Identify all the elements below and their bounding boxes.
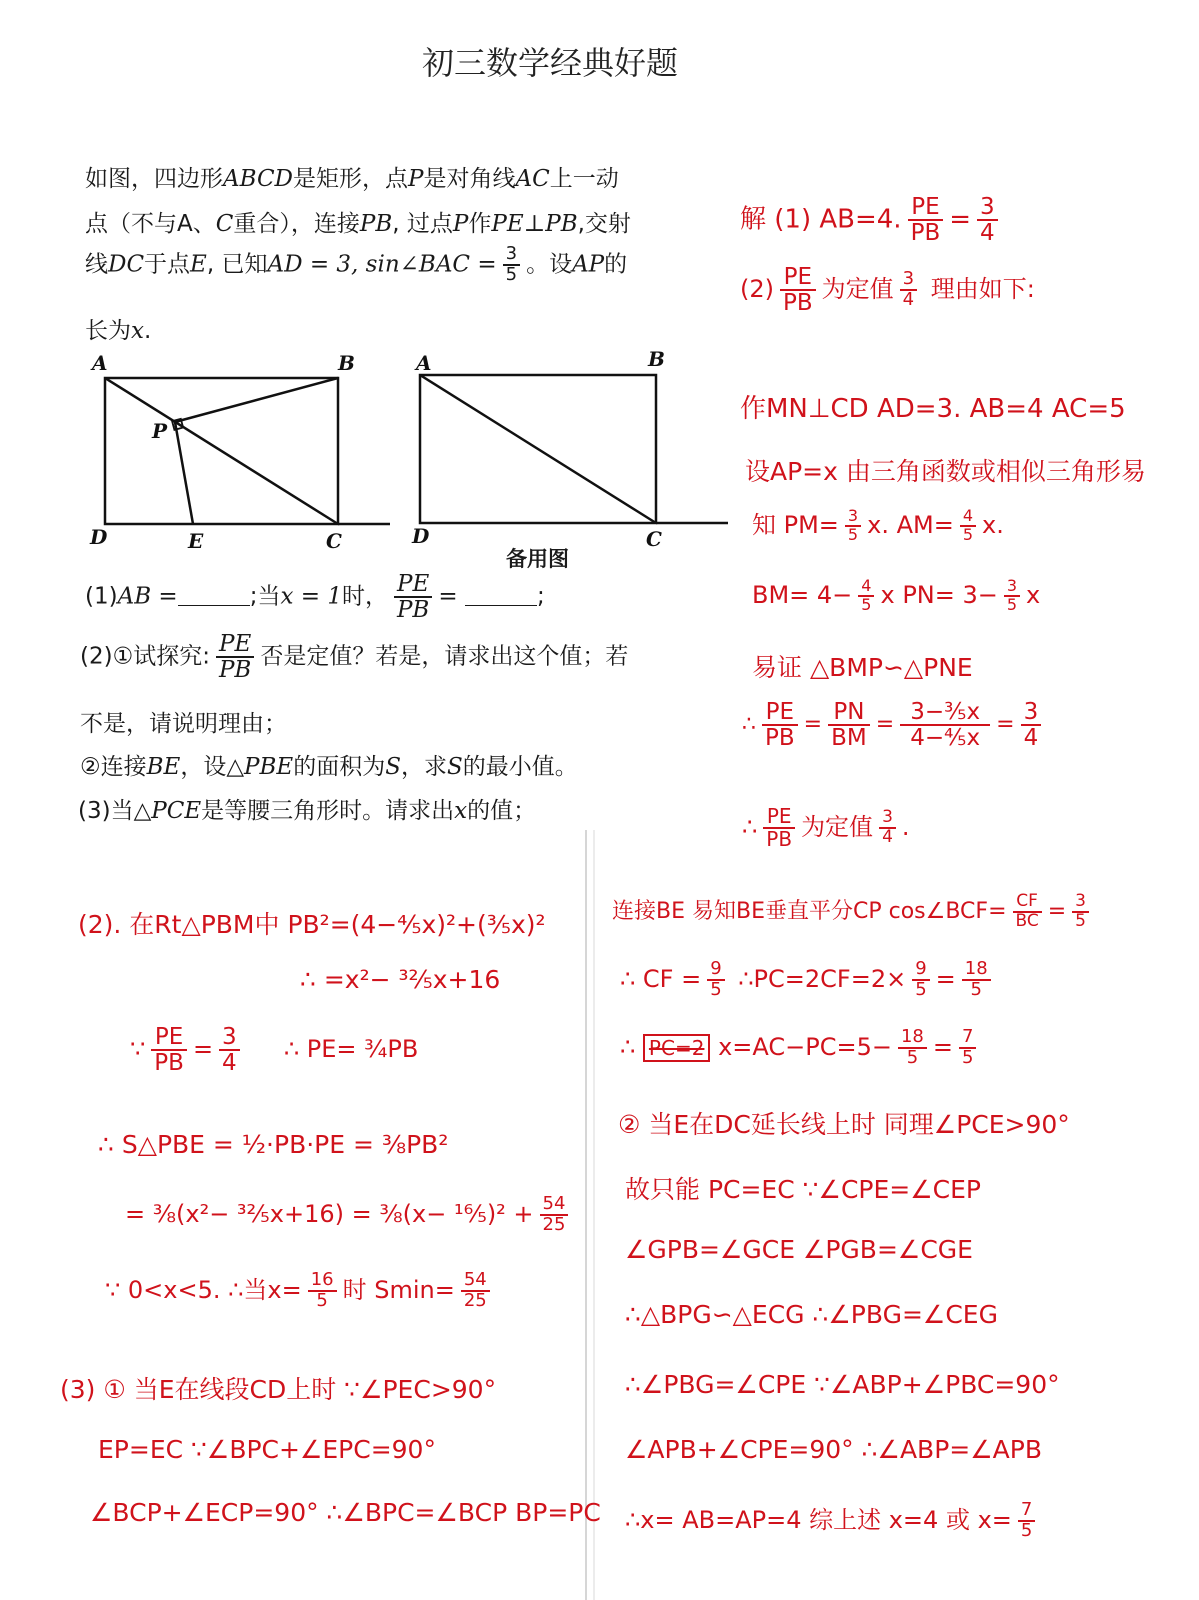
text: 点（不与A、 — [85, 211, 216, 237]
problem-line-1 — [85, 160, 619, 193]
denominator: 5 — [1020, 1520, 1033, 1541]
denominator: 5 — [505, 263, 518, 285]
text: = ⅜(x²− ³²⁄₅x+16) = ⅜(x− ¹⁶⁄₅)² + — [125, 1199, 534, 1228]
math-x-eq-1: x = 1 — [280, 583, 342, 610]
solution-l5 — [125, 1195, 574, 1235]
solution-b3 — [620, 1028, 982, 1068]
solution-l7: (3) ① 当E在线段CD上时 ∵∠PEC>90° — [60, 1375, 497, 1404]
numerator: 18 — [898, 1028, 927, 1049]
text: 为定值 — [821, 275, 894, 304]
math-ac: AC — [515, 166, 550, 192]
question-2 — [80, 632, 628, 682]
text: 为定值 — [801, 813, 874, 841]
math-ad-sin: AD = 3, sin∠BAC = — [267, 251, 497, 278]
math-p: P — [452, 211, 469, 237]
text: ∴ — [742, 712, 756, 738]
numerator: PE — [908, 195, 944, 221]
crossed-out-box: PC=2 — [643, 1034, 711, 1062]
text: ; — [536, 583, 545, 610]
text: (3)当 — [78, 798, 134, 824]
text: ∴ CF = — [620, 964, 702, 993]
solution-l3 — [130, 1025, 418, 1075]
denominator: PB — [396, 597, 430, 624]
label-a-backup: A — [416, 351, 432, 375]
text: 是对角线 — [423, 166, 516, 192]
denominator: 5 — [970, 978, 982, 1000]
math-s: S — [446, 754, 463, 780]
text: 的值； — [467, 798, 537, 824]
solution-r8 — [742, 700, 1047, 750]
denominator: 5 — [906, 1046, 919, 1068]
text: . — [901, 813, 910, 841]
text: 是等腰三角形时。请求出 — [201, 798, 455, 824]
numerator: 54 — [540, 1195, 569, 1216]
fraction — [908, 195, 944, 245]
fraction — [1004, 578, 1020, 614]
text: 是矩形，点 — [292, 166, 408, 192]
solution-l2: ∴ =x²− ³²⁄₅x+16 — [300, 965, 501, 994]
denominator: PB — [765, 725, 795, 752]
numerator: 3 — [1021, 700, 1042, 726]
math-ap: AP — [572, 251, 605, 278]
denominator: 5 — [1006, 594, 1018, 614]
math-triangle-pce: △PCE — [133, 798, 202, 824]
math-ab: AB = — [117, 583, 178, 610]
math-pe-perp-pb: PE⊥PB — [491, 211, 578, 237]
math-p: P — [407, 166, 424, 192]
numerator: 3−⅗x — [900, 700, 990, 726]
text: 的最小值。 — [462, 754, 578, 780]
fraction — [900, 270, 917, 310]
text: ②连接 — [80, 754, 147, 780]
fraction — [858, 578, 874, 614]
text: 的 — [604, 251, 628, 278]
fraction — [959, 1028, 976, 1068]
numerator: 3 — [219, 1025, 240, 1051]
solution-b8: ∴∠PBG=∠CPE ∵∠ABP+∠PBC=90° — [625, 1370, 1060, 1399]
numerator: 9 — [707, 960, 724, 981]
text: ∴x= AB=AP=4 综上述 x=4 或 x= — [625, 1506, 1012, 1534]
numerator: 9 — [912, 960, 929, 981]
text: 上一动 — [549, 166, 619, 192]
numerator: 3 — [1004, 578, 1020, 597]
fraction — [762, 700, 798, 750]
math-x: x — [131, 318, 144, 344]
numerator: PE — [394, 572, 432, 598]
denominator: 4 — [980, 220, 995, 247]
text: = — [949, 204, 972, 235]
solution-r3: 作MN⊥CD AD=3. AB=4 AC=5 — [740, 394, 1126, 424]
text: 。设 — [526, 251, 573, 278]
text: ;当 — [249, 583, 281, 610]
diagonal-ac — [105, 378, 338, 524]
fraction — [707, 960, 724, 1000]
text: ，求 — [400, 754, 447, 780]
fraction — [1018, 1501, 1035, 1541]
solution-r2 — [740, 265, 1035, 315]
numerator: 18 — [962, 960, 991, 981]
numerator: 4 — [858, 578, 874, 597]
solution-b10 — [625, 1500, 1041, 1541]
text: = — [1047, 898, 1067, 924]
text: , 已知 — [206, 251, 268, 278]
fraction — [308, 1271, 337, 1311]
denominator: PB — [218, 657, 252, 684]
text: ∴ — [742, 813, 758, 841]
denominator: 5 — [962, 1046, 974, 1068]
numerator: 7 — [959, 1028, 976, 1049]
fraction — [898, 1028, 927, 1068]
page-divider — [578, 830, 608, 1600]
math-abcd: ABCD — [223, 166, 293, 192]
denominator: 4 — [902, 289, 915, 311]
question-2-line-2: 不是，请说明理由； — [80, 711, 287, 737]
text: ∴ — [620, 1032, 636, 1061]
page-title: 初三数学经典好题 — [421, 44, 678, 82]
numerator: 3 — [879, 809, 896, 829]
fraction — [461, 1271, 490, 1311]
text: , 过点 — [392, 211, 453, 237]
text: 的面积为 — [293, 754, 386, 780]
solution-l6 — [105, 1270, 496, 1311]
text: 线 — [85, 251, 108, 278]
denominator: 4 — [882, 827, 893, 847]
solution-b1 — [612, 893, 1095, 931]
text: 长为 — [85, 318, 131, 344]
text: 解 (1) AB=4. — [740, 204, 902, 235]
math-dc: DC — [108, 251, 145, 278]
fraction — [1072, 893, 1089, 931]
numerator: 7 — [1018, 1501, 1035, 1522]
diagonal-backup — [420, 375, 656, 523]
solution-r6 — [752, 578, 1040, 614]
numerator: PE — [762, 700, 798, 726]
question-1 — [85, 572, 545, 622]
text: ，设 — [180, 754, 227, 780]
answer-blank[interactable] — [178, 587, 250, 606]
solution-b7: ∴△BPG∽△ECG ∴∠PBG=∠CEG — [625, 1300, 998, 1329]
math-s: S — [385, 754, 401, 780]
numerator: PN — [828, 700, 870, 726]
text: = — [438, 583, 458, 610]
fraction — [1013, 893, 1042, 931]
denominator: BC — [1015, 910, 1039, 931]
solution-r5 — [752, 505, 1004, 544]
denominator: 25 — [463, 1290, 487, 1311]
numerator: 3 — [900, 270, 917, 291]
numerator: PE — [763, 806, 795, 829]
numerator: 3 — [1072, 893, 1089, 913]
denominator: 25 — [542, 1213, 566, 1235]
fraction — [900, 700, 990, 750]
fraction — [960, 508, 976, 544]
text: 否是定值？若是，请求出这个值；若 — [260, 643, 629, 670]
label-a: A — [92, 351, 108, 375]
solution-l4: ∴ S△PBE = ½·PB·PE = ⅜PB² — [98, 1130, 449, 1159]
question-3 — [78, 792, 536, 825]
math-triangle-pbe: △PBE — [226, 754, 294, 780]
denominator: 5 — [962, 525, 973, 544]
text: = — [996, 712, 1015, 738]
fraction — [912, 960, 929, 1000]
label-c-backup: C — [646, 527, 662, 551]
fraction-pe-pb — [394, 572, 432, 622]
solution-b9: ∠APB+∠CPE=90° ∴∠ABP=∠APB — [625, 1435, 1042, 1464]
solution-r4: 设AP=x 由三角函数或相似三角形易 — [745, 457, 1146, 486]
solution-r7: 易证 △BMP∽△PNE — [752, 653, 973, 682]
fraction — [828, 700, 870, 750]
text: x. AM= — [867, 511, 954, 539]
geometry-figure — [80, 350, 740, 575]
denominator: 5 — [915, 978, 927, 1000]
numerator: PE — [216, 632, 254, 658]
text: ,交射 — [577, 211, 631, 237]
solution-b4: ② 当E在DC延长线上时 同理∠PCE>90° — [618, 1110, 1070, 1139]
fraction — [540, 1195, 569, 1235]
text: ∵ 0<x<5. ∴当x= — [105, 1276, 302, 1304]
text: 时 Smin= — [342, 1276, 455, 1304]
text: 时， — [341, 583, 388, 610]
numerator: PE — [151, 1025, 187, 1051]
solution-l1: (2). 在Rt△PBM中 PB²=(4−⅘x)²+(⅗x)² — [78, 910, 546, 939]
denominator: 4 — [222, 1050, 237, 1077]
fraction — [1021, 700, 1042, 750]
segment-pe — [175, 422, 193, 524]
label-b-backup: B — [648, 350, 665, 371]
text: = — [192, 1035, 214, 1064]
solution-b2 — [620, 960, 997, 1000]
problem-line-4 — [85, 312, 151, 345]
question-2b — [80, 748, 578, 781]
numerator: 4 — [960, 508, 976, 527]
text: x=AC−PC=5− — [718, 1032, 892, 1061]
label-d: D — [90, 525, 108, 549]
text: (2)①试探究: — [80, 643, 210, 670]
text: = — [935, 964, 956, 993]
text: 重合），连接 — [233, 211, 360, 237]
denominator: BM — [831, 725, 867, 752]
text: 理由如下: — [930, 275, 1035, 304]
text: BM= 4− — [752, 580, 853, 609]
numerator: 54 — [461, 1271, 490, 1292]
segment-pb — [175, 378, 338, 422]
fraction — [763, 806, 795, 850]
text: x. — [982, 511, 1004, 539]
numerator: PE — [780, 265, 816, 291]
numerator: 3 — [977, 195, 998, 221]
text: 连接BE 易知BE垂直平分CP cos∠BCF= — [612, 898, 1007, 924]
solution-b5: 故只能 PC=EC ∵∠CPE=∠CEP — [625, 1175, 981, 1204]
denominator: 5 — [710, 978, 722, 1000]
numerator: 16 — [308, 1271, 337, 1292]
denominator: 5 — [847, 525, 859, 544]
numerator: CF — [1013, 893, 1042, 913]
label-c: C — [326, 529, 342, 553]
denominator: 4 — [1023, 725, 1039, 752]
text: (1) — [85, 583, 118, 610]
solution-b6: ∠GPB=∠GCE ∠PGB=∠CGE — [625, 1235, 973, 1264]
denominator: PB — [783, 290, 813, 317]
text: 作 — [468, 211, 492, 237]
denominator: 5 — [316, 1290, 328, 1311]
fraction — [845, 508, 861, 544]
label-b: B — [338, 351, 355, 375]
fraction — [962, 960, 991, 1000]
fraction — [219, 1025, 240, 1075]
math-c: C — [215, 211, 234, 237]
fraction — [780, 265, 816, 315]
solution-r1 — [740, 195, 1004, 245]
text: ∴ PE= ¾PB — [283, 1035, 419, 1064]
label-p: P — [152, 419, 168, 443]
math-be: BE — [146, 754, 181, 780]
fraction — [977, 195, 998, 245]
fraction — [151, 1025, 187, 1075]
denominator: PB — [154, 1050, 184, 1077]
text: x PN= 3− — [880, 580, 998, 609]
problem-line-2 — [85, 205, 631, 238]
figure-caption: 备用图 — [506, 547, 569, 571]
numerator: 3 — [845, 508, 861, 527]
label-d-backup: D — [412, 524, 430, 548]
text: ∴PC=2CF=2× — [730, 964, 907, 993]
text: 于点 — [144, 251, 191, 278]
numerator: 3 — [503, 245, 520, 266]
denominator: 4−⅘x — [910, 725, 981, 752]
solution-l8: EP=EC ∵∠BPC+∠EPC=90° — [98, 1435, 436, 1464]
denominator: 5 — [861, 594, 872, 614]
text: = — [875, 712, 895, 738]
text: = — [932, 1032, 953, 1061]
math-e: E — [190, 251, 207, 278]
answer-blank[interactable] — [465, 587, 537, 606]
denominator: PB — [910, 220, 941, 247]
label-e: E — [188, 529, 204, 553]
text: (2) — [740, 275, 774, 304]
fraction — [879, 809, 896, 847]
text: = — [803, 712, 823, 738]
text: 知 PM= — [752, 511, 839, 539]
fraction-three-fifths — [503, 245, 520, 285]
denominator: 5 — [1075, 910, 1086, 931]
text: . — [143, 318, 152, 344]
denominator: PB — [766, 827, 793, 851]
text: 如图，四边形 — [85, 166, 223, 192]
text: x — [1026, 580, 1041, 609]
solution-l9: ∠BCP+∠ECP=90° ∴∠BPC=∠BCP BP=PC — [90, 1498, 601, 1527]
solution-r9 — [742, 806, 910, 850]
fraction-pe-pb — [216, 632, 254, 682]
problem-line-3 — [85, 245, 627, 285]
math-x: x — [454, 798, 468, 824]
text: ∵ — [130, 1035, 146, 1064]
math-pb: PB — [359, 211, 393, 237]
